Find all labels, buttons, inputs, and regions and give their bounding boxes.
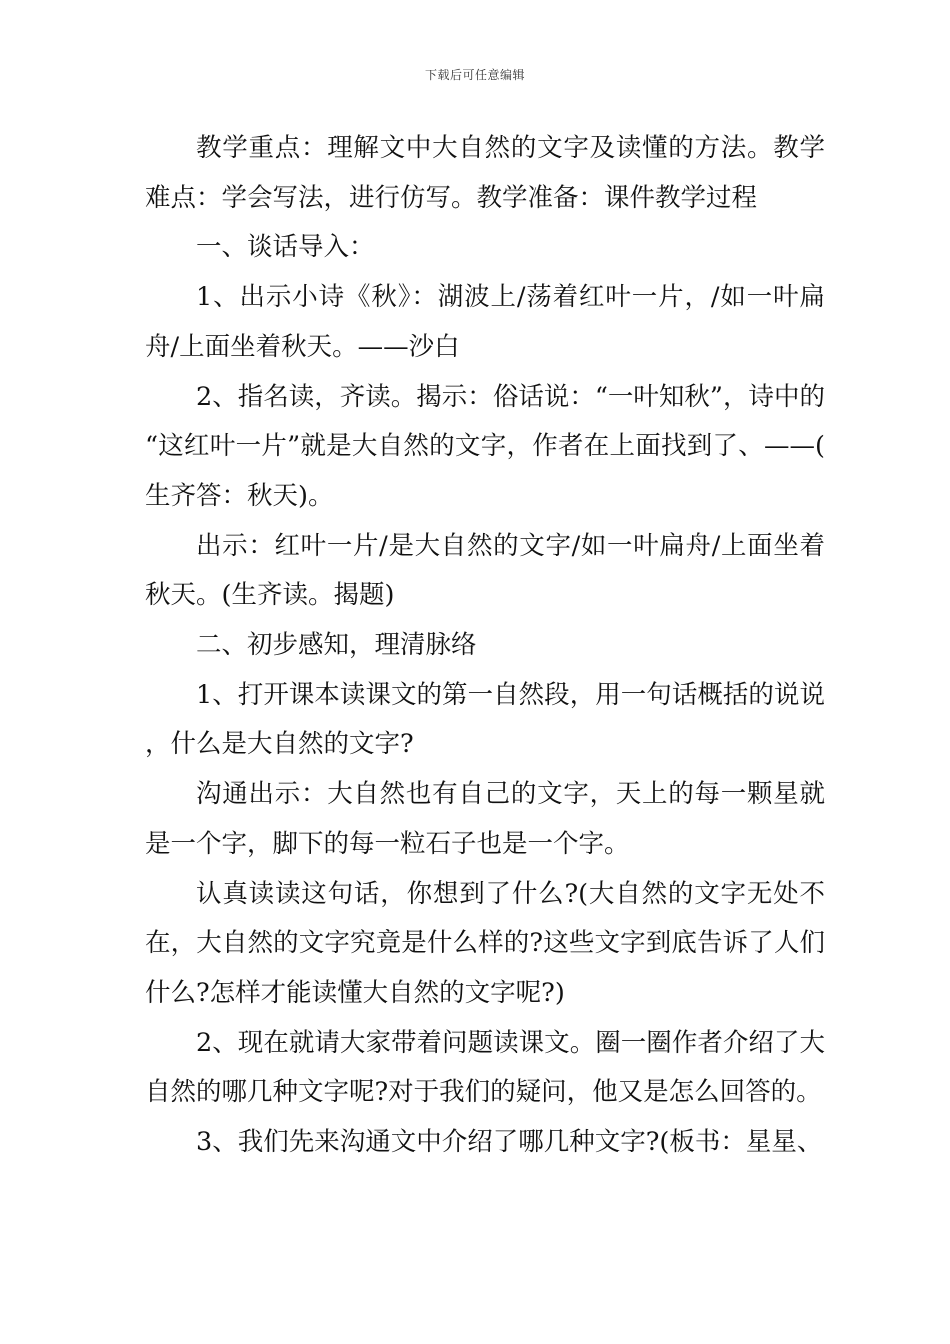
paragraph-open-textbook: 1、打开课本读课文的第一自然段，用一句话概括的说说，什么是大自然的文字? xyxy=(145,679,825,760)
paragraph-show-poem: 1、出示小诗《秋》：湖波上/荡着红叶一片，/如一叶扁舟/上面坐着秋天。——沙白 xyxy=(145,282,825,362)
paragraph-show-red-leaf: 出示：红叶一片/是大自然的文字/如一叶扁舟/上面坐着秋天。(生齐读。揭题) xyxy=(145,530,825,611)
paragraph-read-aloud: 2、指名读，齐读。揭示：俗话说：“一叶知秋”，诗中的“这红叶一片”就是大自然的文字，作者在上面找到了、——(生齐答：秋天)。 xyxy=(145,381,825,511)
paragraph-communicate-show: 沟通出示：大自然也有自己的文字，天上的每一颗星就是一个字，脚下的每一粒石子也是一个字。 xyxy=(145,779,825,859)
paragraph-read-with-questions: 2、现在就请大家带着问题读课文。圈一圈作者介绍了大自然的哪几种文字呢?对于我们的疑问，他又是怎么回答的。 xyxy=(145,1027,825,1108)
paragraph-read-sentence: 认真读读这句话，你想到了什么?(大自然的文字无处不在，大自然的文字究竟是什么样的?这些文字到底告诉了人们什么?怎样才能读懂大自然的文字呢?) xyxy=(145,878,825,1008)
page-header-note: 下载后可任意编辑 xyxy=(424,68,525,82)
document-body xyxy=(145,124,825,1168)
paragraph-communicate-types: 3、我们先来沟通文中介绍了哪几种文字?(板书：星星、 xyxy=(196,1127,823,1158)
paragraph-teaching-focus: 教学重点：理解文中大自然的文字及读懂的方法。教学难点：学会写法，进行仿写。教学准备：课件教学过程 xyxy=(145,133,825,213)
paragraph-section-2-heading: 二、初步感知，理清脉络 xyxy=(196,630,477,661)
paragraph-section-1-heading: 一、谈话导入： xyxy=(196,232,375,263)
